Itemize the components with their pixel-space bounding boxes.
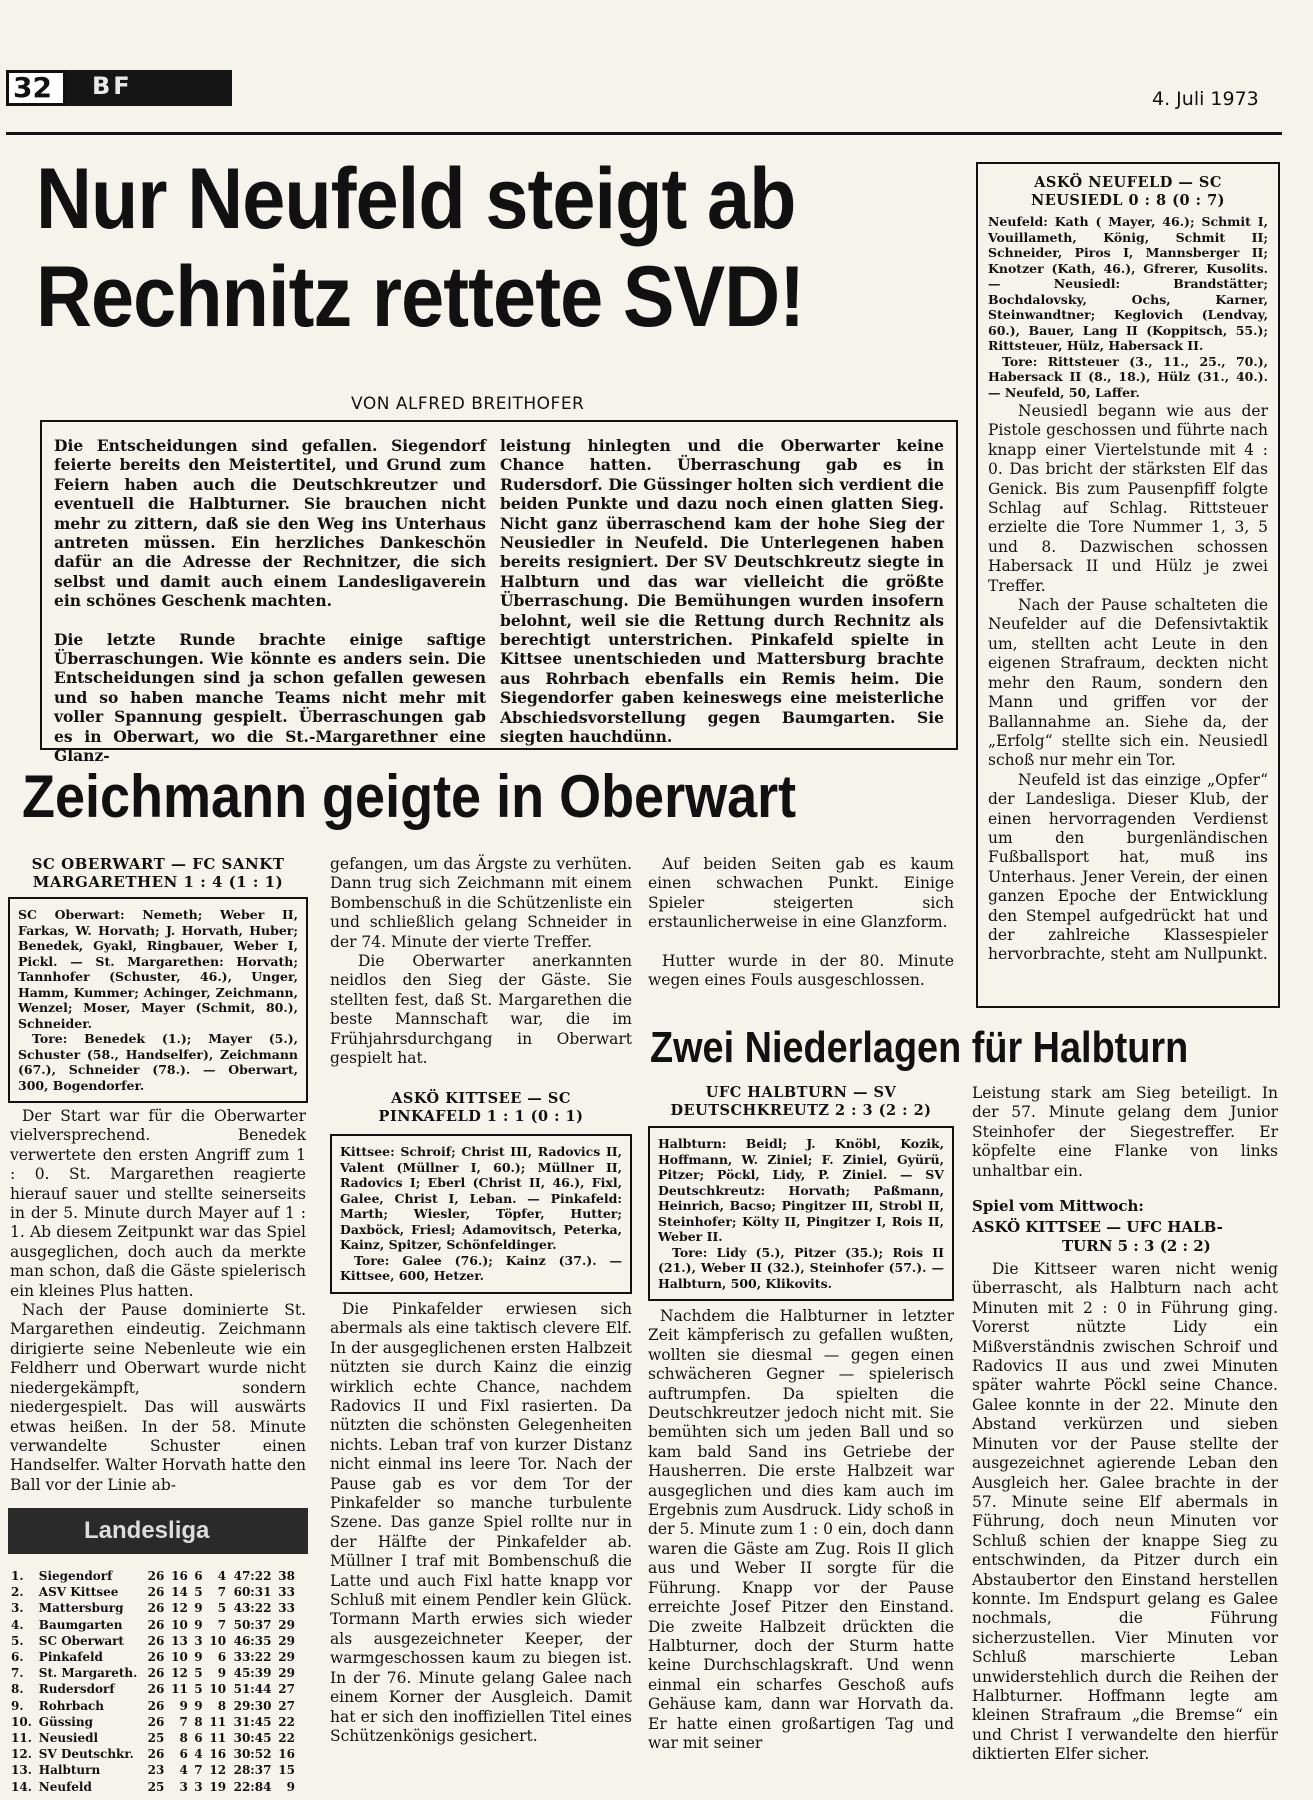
wednesday-match-title	[972, 1218, 1278, 1256]
standings-points: 33	[278, 1601, 295, 1616]
neufeld-box	[976, 162, 1280, 1008]
standings-drawn: 9	[194, 1617, 203, 1632]
standings-team: ASV Kittsee	[38, 1585, 119, 1600]
standings-header	[8, 1508, 308, 1554]
standings-won: 7	[179, 1714, 188, 1729]
standings-played: 25	[147, 1731, 165, 1746]
header-rule	[6, 132, 1282, 135]
standings-row	[8, 1665, 298, 1681]
standings-goals: 22:84	[233, 1779, 272, 1794]
standings-team: Siegendorf	[38, 1569, 113, 1583]
oberwart-title-line-2: MARGARETHEN 1 : 4 (1 : 1)	[32, 873, 284, 891]
standings-goals: 33:22	[233, 1650, 272, 1665]
standings-drawn: 3	[194, 1779, 203, 1794]
halbturn-headline: Zwei Niederlagen für Halbturn	[650, 1023, 1189, 1072]
standings-rank: 6.	[11, 1650, 24, 1665]
standings-played: 26	[147, 1633, 165, 1648]
halbturn-report	[648, 1307, 954, 1753]
section-label: BF	[92, 72, 133, 100]
intro-box	[40, 420, 958, 766]
standings-played: 26	[147, 1747, 165, 1762]
standings-drawn: 7	[194, 1763, 203, 1778]
zeichmann-report-continued	[330, 855, 632, 1068]
zeichmann-column-3	[648, 855, 954, 990]
standings-team: Neusiedl	[38, 1731, 99, 1746]
standings-goals: 29:30	[233, 1698, 272, 1713]
standings-rank: 13.	[11, 1763, 32, 1778]
standings-points: 22	[278, 1731, 295, 1746]
standings-won: 11	[171, 1682, 188, 1697]
byline: VON ALFRED BREITHOFER	[351, 394, 585, 414]
standings-drawn: 8	[194, 1714, 203, 1729]
standings-drawn: 4	[194, 1747, 203, 1762]
oberwart-goals: Tore: Benedek (1.); Mayer (5.), Schuster (58., Handselfer), Zeichmann (67.), Schneider (78.). — Oberwart, 300, Bogendorfer.	[18, 1031, 298, 1093]
kittsee-title-line-2: PINKAFELD 1 : 1 (0 : 1)	[378, 1108, 584, 1126]
standings-lost: 11	[209, 1731, 227, 1746]
standings-team: Neufeld	[38, 1779, 92, 1794]
standings-team: SV Deutschkr.	[38, 1747, 134, 1762]
halbturn-lineup: Halbturn: Beidl; J. Knöbl, Kozik, Hoffmann, W. Ziniel; F. Ziniel, Gyürü, Pitzer; Pöckl, Lidy, P. Ziniel. — SV Deutschkreutz: Horvath; Paßmann, Heinrich, Bacso; Pingitzer III, Strobl II, Steinhofer; Költy II, Pingitzer I, Rois II, Weber II.	[658, 1136, 944, 1244]
standings-lost: 19	[209, 1779, 227, 1794]
standings-table	[8, 1568, 298, 1795]
intro-column-2	[500, 436, 944, 747]
standings-points: 29	[278, 1650, 295, 1665]
standings-goals: 28:37	[233, 1763, 272, 1778]
kittsee-paragraph: Die Pinkafelder erwiesen sich abermals als eine taktisch clevere Elf. In der ausgeglichenen ersten Halbzeit nützten sie durch Kainz die einzig wirklich echte Chance, nachdem Radovics II und Fixl rasierten. Da nützten die schönsten Gelegenheiten nichts. Leban traf von kurzer Distanz nicht einmal ins leere Tor. Nach der Pause gab es vor dem Tor der Pinkafelder so manche turbulente Szene. Das ganze Spiel rollte nur in der Hälfte der Pinkafelder ab. Müllner I traf mit Bombenschuß die Latte und auch Fixl hatte knapp vor Schluß mit einem Pendler kein Glück. Tormann Marth erwies sich wieder als ausgezeichneter Keeper, der warmgeschossen kaum zu biegen ist. In der 76. Minute gelang Galee nach einem Korner der Ausgleich. Damit hat er sich den inoffiziellen Titel eines Schützenkönigs gesichert.	[330, 1299, 632, 1745]
wednesday-title-line-2: TURN 5 : 3 (2 : 2)	[1062, 1237, 1211, 1256]
standings-goals: 51:44	[233, 1682, 272, 1697]
standings-rank: 4.	[11, 1617, 24, 1632]
intro-column-1	[54, 436, 486, 766]
halbturn-title-line-2: DEUTSCHKREUTZ 2 : 3 (2 : 2)	[670, 1102, 932, 1119]
standings-lost: 10	[209, 1633, 227, 1648]
standings-won: 4	[179, 1763, 188, 1778]
standings-played: 25	[147, 1779, 165, 1794]
zeichmann-report-end	[648, 855, 954, 990]
standings-row	[8, 1617, 298, 1633]
standings-lost: 10	[209, 1682, 227, 1697]
standings-played: 26	[147, 1698, 165, 1713]
standings-lost: 4	[217, 1569, 227, 1583]
oberwart-paragraph-1: Der Start war für die Oberwarter vielversprechend. Benedek verwertete den ersten Angriff zum 1 : 0. St. Margarethen reagierte hierauf sauer und stellte seinerseits in der 5. Minute durch Mayer auf 1 : 1. Ab diesem Zeitpunkt war das Spiel ausgeglichen, doch auch da merkte man schon, daß die Gäste spielerisch ein kleines Plus hatten.	[10, 1107, 306, 1300]
standings-rank: 10.	[11, 1714, 32, 1729]
oberwart-paragraph-2: Nach der Pause dominierte St. Margarethen eindeutig. Zeichmann dirigierte seine Nebenleute wie ein Feldherr und Oberwart wurde nicht niedergekämpft, sondern niedergespielt. Das will auswärts etwas heißen. In der 58. Minute verwandelte Schuster einen Handselfer. Walter Horvath hatte den Ball vor der Linie ab-	[10, 1301, 306, 1494]
standings-points: 29	[278, 1666, 295, 1681]
standings-rank: 11.	[11, 1731, 32, 1746]
wednesday-paragraph: Die Kittseer waren nicht wenig überrascht, als Halbturn nach acht Minuten mit 2 : 0 in Führung ging. Vorerst nützte Lidy ein Mißverständnis zwischen Schroif und Radovics II aus und zwei Minuten später wahrte Pöckl seine Chance. Galee konnte in der 22. Minute den Abstand verkürzen und sieben Minuten vor der Pause stellte der ausgezeichnet agierende Leban den Ausgleich her. Galee brachte in der 57. Minute seine Elf abermals in Führung, doch neun Minuten vor Schluß schien der knappe Sieg zu entschwinden, da Pitzer durch ein Abstaubertor den Einstand herstellen konnte. Im Endspurt gelang es Galee nochmals, die Führung sicherzustellen. Vier Minuten vor Schluß marschierte Leban unwiderstehlich durch die Reihen der Halbturner. Hoffmann legte am kleinen Strafraum „die Bremse“ ein und Christ I verwandelte den hierfür diktierten Elfer sicher.	[972, 1260, 1278, 1764]
zeichmann-headline: Zeichmann geigte in Oberwart	[22, 763, 797, 830]
standings-team: St. Margareth.	[38, 1666, 138, 1681]
standings-lost: 7	[217, 1617, 227, 1632]
standings-points: 22	[278, 1714, 295, 1729]
standings-rank: 12.	[11, 1747, 32, 1762]
standings-row	[8, 1649, 298, 1665]
neufeld-paragraph-3: Neufeld ist das einzige „Opfer“ der Landesliga. Dieser Klub, der einen hervorragenden Verdienst um den burgenländischen Fußballsport hat, muß ins Unterhaus. Jener Verein, der einen ganzen Epoche der Entwicklung den Stempel aufgedrückt hat und der zahlreiche Klassespieler hervorbrachte, steht am Nullpunkt.	[988, 770, 1268, 964]
standings-lost: 16	[209, 1747, 227, 1762]
halbturn-column-4	[972, 1084, 1278, 1765]
standings-goals: 50:37	[233, 1617, 272, 1632]
standings-row	[8, 1633, 298, 1649]
zeichmann-paragraph-3b: Hutter wurde in der 80. Minute wegen eines Fouls ausgeschlossen.	[648, 951, 954, 990]
oberwart-column	[8, 855, 308, 1495]
standings-drawn: 6	[194, 1569, 203, 1583]
main-headline	[36, 150, 882, 346]
standings-won: 3	[179, 1779, 188, 1794]
standings-lost: 12	[209, 1763, 227, 1778]
standings-row	[8, 1779, 298, 1795]
standings-rank: 8.	[11, 1682, 24, 1697]
oberwart-lineup: SC Oberwart: Nemeth; Weber II, Farkas, W. Horvath; J. Horvath, Huber; Benedek, Gyakl, Ringbauer, Weber I, Pickl. — St. Margarethen: Horvath; Tannhofer (Schuster, 46.), Unger, Hamm, Kummer; Achinger, Zeichmann, Wenzel; Moser, Mayer (Schmit, 80.), Schneider.	[18, 907, 298, 1031]
standings-row	[8, 1584, 298, 1600]
standings-team: Rudersdorf	[38, 1682, 115, 1697]
standings-row	[8, 1762, 298, 1778]
standings-won: 13	[171, 1633, 188, 1648]
standings-won: 12	[171, 1601, 188, 1616]
standings-row	[8, 1698, 298, 1714]
standings-goals: 46:35	[233, 1633, 272, 1648]
standings-lost: 6	[217, 1650, 227, 1665]
intro-paragraph-3: leistung hinlegten und die Oberwarter keine Chance hatten. Überraschung gab es in Rudersdorf. Die Güssinger holten sich verdient die beiden Punkte und dazu noch einen glatten Sieg. Nicht ganz überraschend kam der hohe Sieg der Neusiedler in Neufeld. Die Unterlegenen haben bereits resigniert. Der SV Deutschkreutz siegte in Halbturn und das war vielleicht die größte Überraschung. Die Bemühungen wurden insofern belohnt, weil sie die Rettung durch Rechnitz als berechtigt unterstrichen. Pinkafeld spielte in Kittsee unentschieden und Mattersburg brachte aus Rohrbach ebenfalls ein Remis heim. Die Siegendorfer gaben keineswegs eine meisterliche Abschiedsvorstellung gegen Baumgarten. Sie siegten hauchdünn.	[500, 436, 944, 747]
page-number: 32	[13, 71, 52, 104]
standings-row	[8, 1746, 298, 1762]
oberwart-report	[8, 1107, 308, 1495]
zeichmann-paragraph-2a: gefangen, um das Ärgste zu verhüten. Dann trug sich Zeichmann mit einem Bombenschuß in die Schützenliste ein und schließlich gelang Schneider in der 74. Minute der vierte Treffer.	[330, 855, 632, 951]
kittsee-report	[330, 1300, 632, 1746]
standings-row	[8, 1681, 298, 1697]
standings-rank: 1.	[11, 1569, 24, 1583]
kittsee-lineup: Kittsee: Schroif; Christ III, Radovics II, Valent (Müllner I, 60.); Müllner II, Radovics I; Eberl (Christ II, 46.), Fixl, Galee, Christ I, Leban. — Pinkafeld: Marth; Wiesler, Töpfer, Hutter; Daxböck, Friesl; Adamovitsch, Peterka, Kainz, Spitzer, Schönfeldinger.	[340, 1144, 622, 1253]
standings-drawn: 5	[194, 1666, 203, 1681]
neufeld-title-line-2: NEUSIEDL 0 : 8 (0 : 7)	[1030, 192, 1226, 209]
standings-team: Pinkafeld	[38, 1650, 103, 1665]
standings-rank: 5.	[11, 1633, 24, 1648]
standings-drawn: 3	[194, 1633, 203, 1648]
standings-lost: 11	[209, 1714, 227, 1729]
neufeld-title-line-1: ASKÖ NEUFELD — SC	[1034, 174, 1222, 191]
standings-rank: 9.	[11, 1698, 24, 1713]
standings-goals: 47:22	[233, 1569, 272, 1583]
kittsee-title-line-1: ASKÖ KITTSEE — SC	[391, 1090, 571, 1108]
standings-drawn: 5	[194, 1682, 203, 1697]
standings-goals: 30:52	[233, 1747, 272, 1762]
standings-team: Güssing	[38, 1714, 93, 1729]
section-bar	[66, 70, 232, 106]
neufeld-report	[988, 402, 1268, 965]
standings-drawn: 6	[194, 1731, 203, 1746]
oberwart-match-title	[8, 855, 308, 891]
standings-drawn: 9	[194, 1650, 203, 1665]
standings-won: 6	[179, 1747, 188, 1762]
oberwart-title-line-1: SC OBERWART — FC SANKT	[31, 855, 285, 873]
standings-played: 26	[147, 1650, 165, 1665]
standings-goals: 60:31	[233, 1585, 272, 1600]
standings-played: 23	[147, 1763, 165, 1778]
standings-team: Mattersburg	[38, 1601, 124, 1616]
neufeld-goals: Tore: Rittsteuer (3., 11., 25., 70.), Habersack II (8., 18.), Hülz (31., 40.). — Neufeld, 50, Laffer.	[988, 353, 1268, 400]
kittsee-match-title	[330, 1090, 632, 1126]
neufeld-lineup: Neufeld: Kath ( Mayer, 46.); Schmit I, Vouillameth, König, Schmit II; Schneider, Piros I, Mannsberger II; Knotzer (Kath, 46.), Gfrerer, Kusolits. — Neusiedl: Brandstätter; Bochdalovsky, Ochs, Karner, Steinwandtner; Keglovich (Lendvay, 60.), Bauer, Lang II (Koppitsch, 55.); Rittsteuer, Hülz, Habersack II.	[988, 214, 1268, 353]
kittsee-goals: Tore: Galee (76.); Kainz (37.). — Kittsee, 600, Hetzer.	[340, 1252, 622, 1284]
wednesday-label: Spiel vom Mittwoch:	[972, 1197, 1144, 1216]
standings-won: 10	[171, 1617, 188, 1632]
halbturn-match-title	[648, 1084, 954, 1120]
standings-points: 9	[286, 1779, 295, 1794]
standings-goals: 43:22	[233, 1601, 272, 1616]
standings-team: Baumgarten	[38, 1617, 123, 1632]
neufeld-paragraph-1: Neusiedl begann wie aus der Pistole geschossen und führte nach knapp einer Viertelstunde mit 4 : 0. Das bricht der stärksten Elf das Genick. Bis zum Pausenpfiff folgte Schlag auf Schlag. Rittsteuer erzielte die Tore Nummer 1, 3, 5 und 8. Dazwischen schossen Habersack II und Hülz je zwei Treffer.	[988, 402, 1268, 595]
standings-won: 12	[171, 1666, 188, 1681]
intro-paragraph-2: Die letzte Runde brachte einige saftige Überraschungen. Wie könnte es anders sein. Die Entscheidungen sind ja schon gefallen gewesen und so haben manche Teams nicht mehr mit voller Spannung gespielt. Überraschungen gab es in Oberwart, wo die St.-Margarethner eine Glanz-	[54, 629, 486, 766]
standings-goals: 31:45	[233, 1714, 272, 1729]
standings-lost: 5	[217, 1601, 227, 1616]
standings-goals: 30:45	[233, 1731, 272, 1746]
halbturn-paragraph-end: Leistung stark am Sieg beteiligt. In der 57. Minute gelang dem Junior Steinhofer der Siegestreffer. Er köpfelte eine Flanke von links unhaltbar ein.	[972, 1084, 1278, 1180]
halbturn-report-end	[972, 1084, 1278, 1181]
standings-points: 16	[278, 1747, 295, 1762]
standings-rank: 2.	[11, 1585, 24, 1600]
neufeld-paragraph-2: Nach der Pause schalteten die Neufelder auf die Defensivtaktik um, stellten acht Leute in den eigenen Strafraum, deckten nicht mehr den Raum, sondern den Mann und griffen vor der Ballannahme an. Siehe da, der „Erfolg“ stellte sich ein. Neusiedl schoß nur mehr ein Tor.	[988, 596, 1268, 770]
standings-row	[8, 1568, 298, 1584]
oberwart-lineup-box	[8, 897, 308, 1103]
page-header	[6, 70, 1282, 130]
neufeld-match-title	[988, 174, 1268, 210]
standings-goals: 45:39	[233, 1666, 272, 1681]
headline-line-1: Nur Neufeld steigt ab	[36, 151, 796, 247]
standings-played: 26	[147, 1617, 165, 1632]
standings-title: Landesliga	[84, 1517, 210, 1544]
wednesday-report	[972, 1260, 1278, 1765]
intro-paragraph-1: Die Entscheidungen sind gefallen. Siegendorf feierte bereits den Meistertitel, und Grund zum Feiern haben auch die Deutschkreutzer und eventuell die Halbturner. Sie brauchen nicht mehr zu zittern, daß sie den Weg ins Unterhaus antreten müssen. Ein herzliches Dankeschön dafür an die Adresse der Rechnitzer, die sich selbst und damit auch einem Landesligaverein ein schönes Geschenk machten.	[54, 436, 486, 611]
standings-played: 26	[147, 1585, 165, 1600]
standings-points: 38	[278, 1569, 295, 1583]
standings-won: 10	[171, 1650, 188, 1665]
zeichmann-column-2	[330, 855, 632, 1746]
standings-won: 14	[171, 1585, 188, 1600]
standings-lost: 8	[217, 1698, 227, 1713]
kittsee-lineup-box	[330, 1134, 632, 1294]
standings-played: 26	[147, 1569, 165, 1583]
standings-points: 27	[278, 1698, 295, 1713]
standings-row	[8, 1714, 298, 1730]
issue-date: 4. Juli 1973	[1152, 88, 1259, 110]
standings-won: 9	[179, 1698, 188, 1713]
halbturn-column	[648, 1084, 954, 1753]
page-number-box	[6, 70, 66, 106]
standings-rank: 3.	[11, 1601, 24, 1616]
standings-rank: 14.	[11, 1779, 32, 1794]
halbturn-paragraph: Nachdem die Halbturner in letzter Zeit kämpferisch zu gefallen wußten, wollten sie diesmal — gegen einen schwächeren Gegner — spielerisch auftrumpfen. Da spielten die Deutschkreutzer jedoch nicht mit. Sie bemühten sich um jeden Ball und so kam bald Sand ins Getriebe der Hausherren. Die erste Halbzeit war ausgeglichen und dies kam auch im Ergebnis zum Ausdruck. Lidy schoß in der 5. Minute zum 1 : 0 ein, doch dann waren die Gäste am Zug. Rois II glich aus und Weber II sorgte für die Führung. Knapp vor der Pause erreichte Josef Pitzer den Einstand. Die zweite Halbzeit drückten die Halbturner, doch der Sturm hatte keine Durchschlagskraft. Und wenn einmal ein scharfes Geschoß aufs Gehäuse kam, dann war Horvath da. Er hatte einen großartigen Tag und war mit seiner	[648, 1307, 954, 1752]
standings-points: 27	[278, 1682, 295, 1697]
standings-played: 26	[147, 1682, 165, 1697]
standings-team: Halbturn	[38, 1763, 101, 1778]
wednesday-title-line-1: ASKÖ KITTSEE — UFC HALB-	[972, 1218, 1223, 1237]
standings-lost: 9	[217, 1666, 227, 1681]
standings-played: 26	[147, 1666, 165, 1681]
standings-row	[8, 1600, 298, 1616]
standings-drawn: 9	[194, 1601, 203, 1616]
halbturn-lineup-box	[648, 1126, 954, 1301]
standings-team: Rohrbach	[38, 1698, 105, 1713]
standings-won: 16	[171, 1569, 188, 1583]
standings-lost: 7	[217, 1585, 227, 1600]
standings-played: 26	[147, 1601, 165, 1616]
halbturn-goals: Tore: Lidy (5.), Pitzer (35.); Rois II (21.), Weber II (32.), Steinhofer (57.). — Halbturn, 500, Klikovits.	[658, 1244, 944, 1291]
standings-team: SC Oberwart	[38, 1633, 124, 1648]
standings-points: 29	[278, 1617, 295, 1632]
standings-points: 33	[278, 1585, 295, 1600]
standings-drawn: 5	[194, 1585, 203, 1600]
halbturn-title-line-1: UFC HALBTURN — SV	[705, 1084, 897, 1101]
standings-row	[8, 1730, 298, 1746]
headline-line-2: Rechnitz rettete SVD!	[36, 249, 805, 345]
standings-drawn: 9	[194, 1698, 203, 1713]
standings-played: 26	[147, 1714, 165, 1729]
standings-points: 15	[278, 1763, 295, 1778]
standings-won: 8	[179, 1731, 188, 1746]
zeichmann-paragraph-2b: Die Oberwarter anerkannten neidlos den Sieg der Gäste. Sie stellten fest, daß St. Margarethen die beste Mannschaft war, die im Frühjahrsdurchgang in Oberwart gespielt hat.	[330, 952, 632, 1068]
standings-rank: 7.	[11, 1666, 24, 1681]
zeichmann-paragraph-3a: Auf beiden Seiten gab es kaum einen schwachen Punkt. Einige Spieler steigerten sich erstaunlicherweise in eine Glanzform.	[648, 855, 954, 932]
standings-block	[8, 1508, 308, 1795]
standings-points: 29	[278, 1633, 295, 1648]
